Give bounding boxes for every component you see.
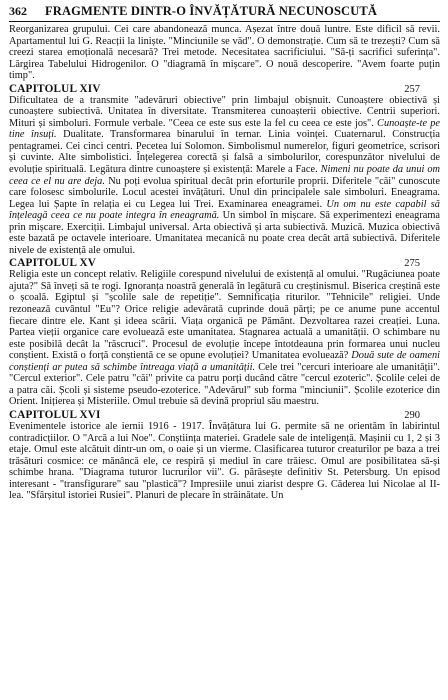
chapter-summary	[9, 95, 440, 257]
page-header	[9, 4, 440, 22]
chapter-title: CAPITOLUL XIV	[9, 82, 101, 95]
chapter-page-number: 257	[404, 83, 420, 95]
running-title: FRAGMENTE DINTR-O ÎNVĂȚĂTURĂ NECUNOSCUTĂ	[45, 4, 378, 18]
chapter-heading	[9, 83, 440, 95]
summary-text: Nu poți evolua spiritual decât prin eforturile proprii. Diferitele "căi" cunoscute care folosesc simbolurile. Locul acestei învățături. Unul din principalele sale simboluri. Eneagrama. Legea lui Șapte în relația ei cu Legea lui Trei. Examinarea eneagramei.	[9, 175, 440, 210]
chapter-page-number: 290	[404, 409, 420, 421]
emphasis-text: Nimeni nu poate da unui om ceea ce el nu are deja.	[9, 164, 440, 187]
chapter-heading	[9, 409, 440, 421]
chapter-heading	[9, 257, 440, 269]
intro-paragraph: Reorganizarea grupului. Cei care abandonează munca. Așezat între două luntre. Este dificil să revii. Apartamentul lui G. Reacții la liniște. "Minciunile se văd". O demonstrație. Cum să te trezești? Cum să creezi starea emoțională necesară? Trei metode. Necesitatea sacrificiului. "Să-ți sacrifici suferința". Lărgirea Tabelului Hidrogenilor. O "diagramă în mișcare". O nouă descoperire. "Avem foarte puțin timp".	[9, 24, 440, 82]
chapter-title: CAPITOLUL XV	[9, 257, 97, 270]
summary-text: Dualitate. Transformarea binarului în ternar. Linia voinței. Cuaternarul. Construcția pentagramei. Cei cinci centri. Pecetea lui Solomon. Simbolismul numerelor, figuri geometrice, scrisori și cuvinte. Alte simbolistici. Înțelegerea corectă și falsă a simbolurilor, corespunzător nivelului de evoluție spirituală. Legătura dintre cunoaștere și existență: Marele a Face.	[9, 129, 440, 176]
emphasis-text: Cunoaște-te pe tine însuți.	[9, 117, 440, 141]
summary-text: Dificultatea de a transmite "adevăruri obiective" prin limbajul obișnuit. Cunoaștere obiectivă și cunoaștere subiectivă. Unitatea în diversitate. Transmiterea cunoașterii obiective. Centrii superiori. Mituri și simboluri. Formule verbale. "Ceea ce este sus este la fel cu ceea ce este jos".	[9, 94, 440, 129]
summary-text: Un simbol în mișcare. Să experimentezi eneagrama prin mișcare. Exerciții. Limbajul universal. Arta obiectivă și arta subiectivă. Muzică. Muzica obiectivă este bazată pe octavele interioare. Umanitatea mecanică nu poate crea decât artă subiectivă. Diferitele nivele de existență ale omului.	[9, 210, 441, 256]
summary-text: Religia este un concept relativ. Religiile corespund nivelului de existență al omului. "Rugăciunea poate ajuta?" Să înveți să te rogi. Ignoranța noastră generală în legătură cu creștinismul. Biserica creștină este o școală. Egiptul și "școlile sale de repetiție". Semnificația riturilor. "Tehnicile" religiei. Unde rezonează cuvântul "Eu"? Orice religie adevărată cuprinde două părți; pe ce anume pune accentul fiecare dintre ele. Kant și ideea scării. Viața organică pe Pământ. Dezvoltarea razei creației. Luna. Partea vieții organice care evoluează este umanitatea. Stagnarea actuală a umanității. O schimbare nu este posibilă decât la "răscruci". Procesul de evoluție începe întotdeauna prin formarea unui nucleu conștient. Există o forță conștientă ce se opune evoluției? Umanitatea evoluează?	[9, 269, 440, 362]
chapter-summary	[9, 421, 440, 502]
emphasis-text: Două sute de oameni conștienți ar putea să schimbe întreaga viață a umanității.	[9, 350, 440, 373]
page-number: 362	[9, 4, 27, 18]
summary-text: Cele trei "cercuri interioare ale umanității". "Cercul exterior". Cele patru "căi" privite ca patru porți ducând către "cercul ezoteric". Școlile celei de a patra căi. Școli și sisteme pseudo-ezoterice. "Adevărul" sub forma "minciunii". Școlile ezoterice din Orient. Inițierea și Misteriile. Omul trebuie să devină propriul său maestru.	[9, 361, 440, 408]
summary-text: Evenimentele istorice ale iernii 1916 - 1917. Învățătura lui G. permite să ne orientăm în labirintul contradicțiilor. O "Arcă a lui Noe". Conștiința materiei. Gradele sale de inteligență. Mașinii cu 1, 2 și 3 etaje. Omul este alcătuit dintr-un om, o oaie și un vierme. Clasificarea tuturor creaturilor pe baza a trei trăsături cosmice: ce mănâncă ele, ce respiră și mediul în care trăiesc. Omul are posibilitatea să-și schimbe hrana. "Diagrama tuturor lucrurilor vii". G. părăsește definitiv St. Petersburg. Un episod interesant - "transfigurare" sau "plastică"? Impresiile unui ziarist despre G. Căderea lui Nicolae al II-lea. "Sfârșitul istoriei Rusiei". Planuri de plecare în străinătate. Un	[9, 420, 440, 502]
chapter-page-number: 275	[404, 258, 420, 270]
emphasis-text: Un om nu este capabil să înțeleagă ceea ce nu poate integra în eneagramă.	[9, 198, 440, 222]
chapter-title: CAPITOLUL XVI	[9, 408, 101, 421]
chapter-summary	[9, 269, 440, 408]
